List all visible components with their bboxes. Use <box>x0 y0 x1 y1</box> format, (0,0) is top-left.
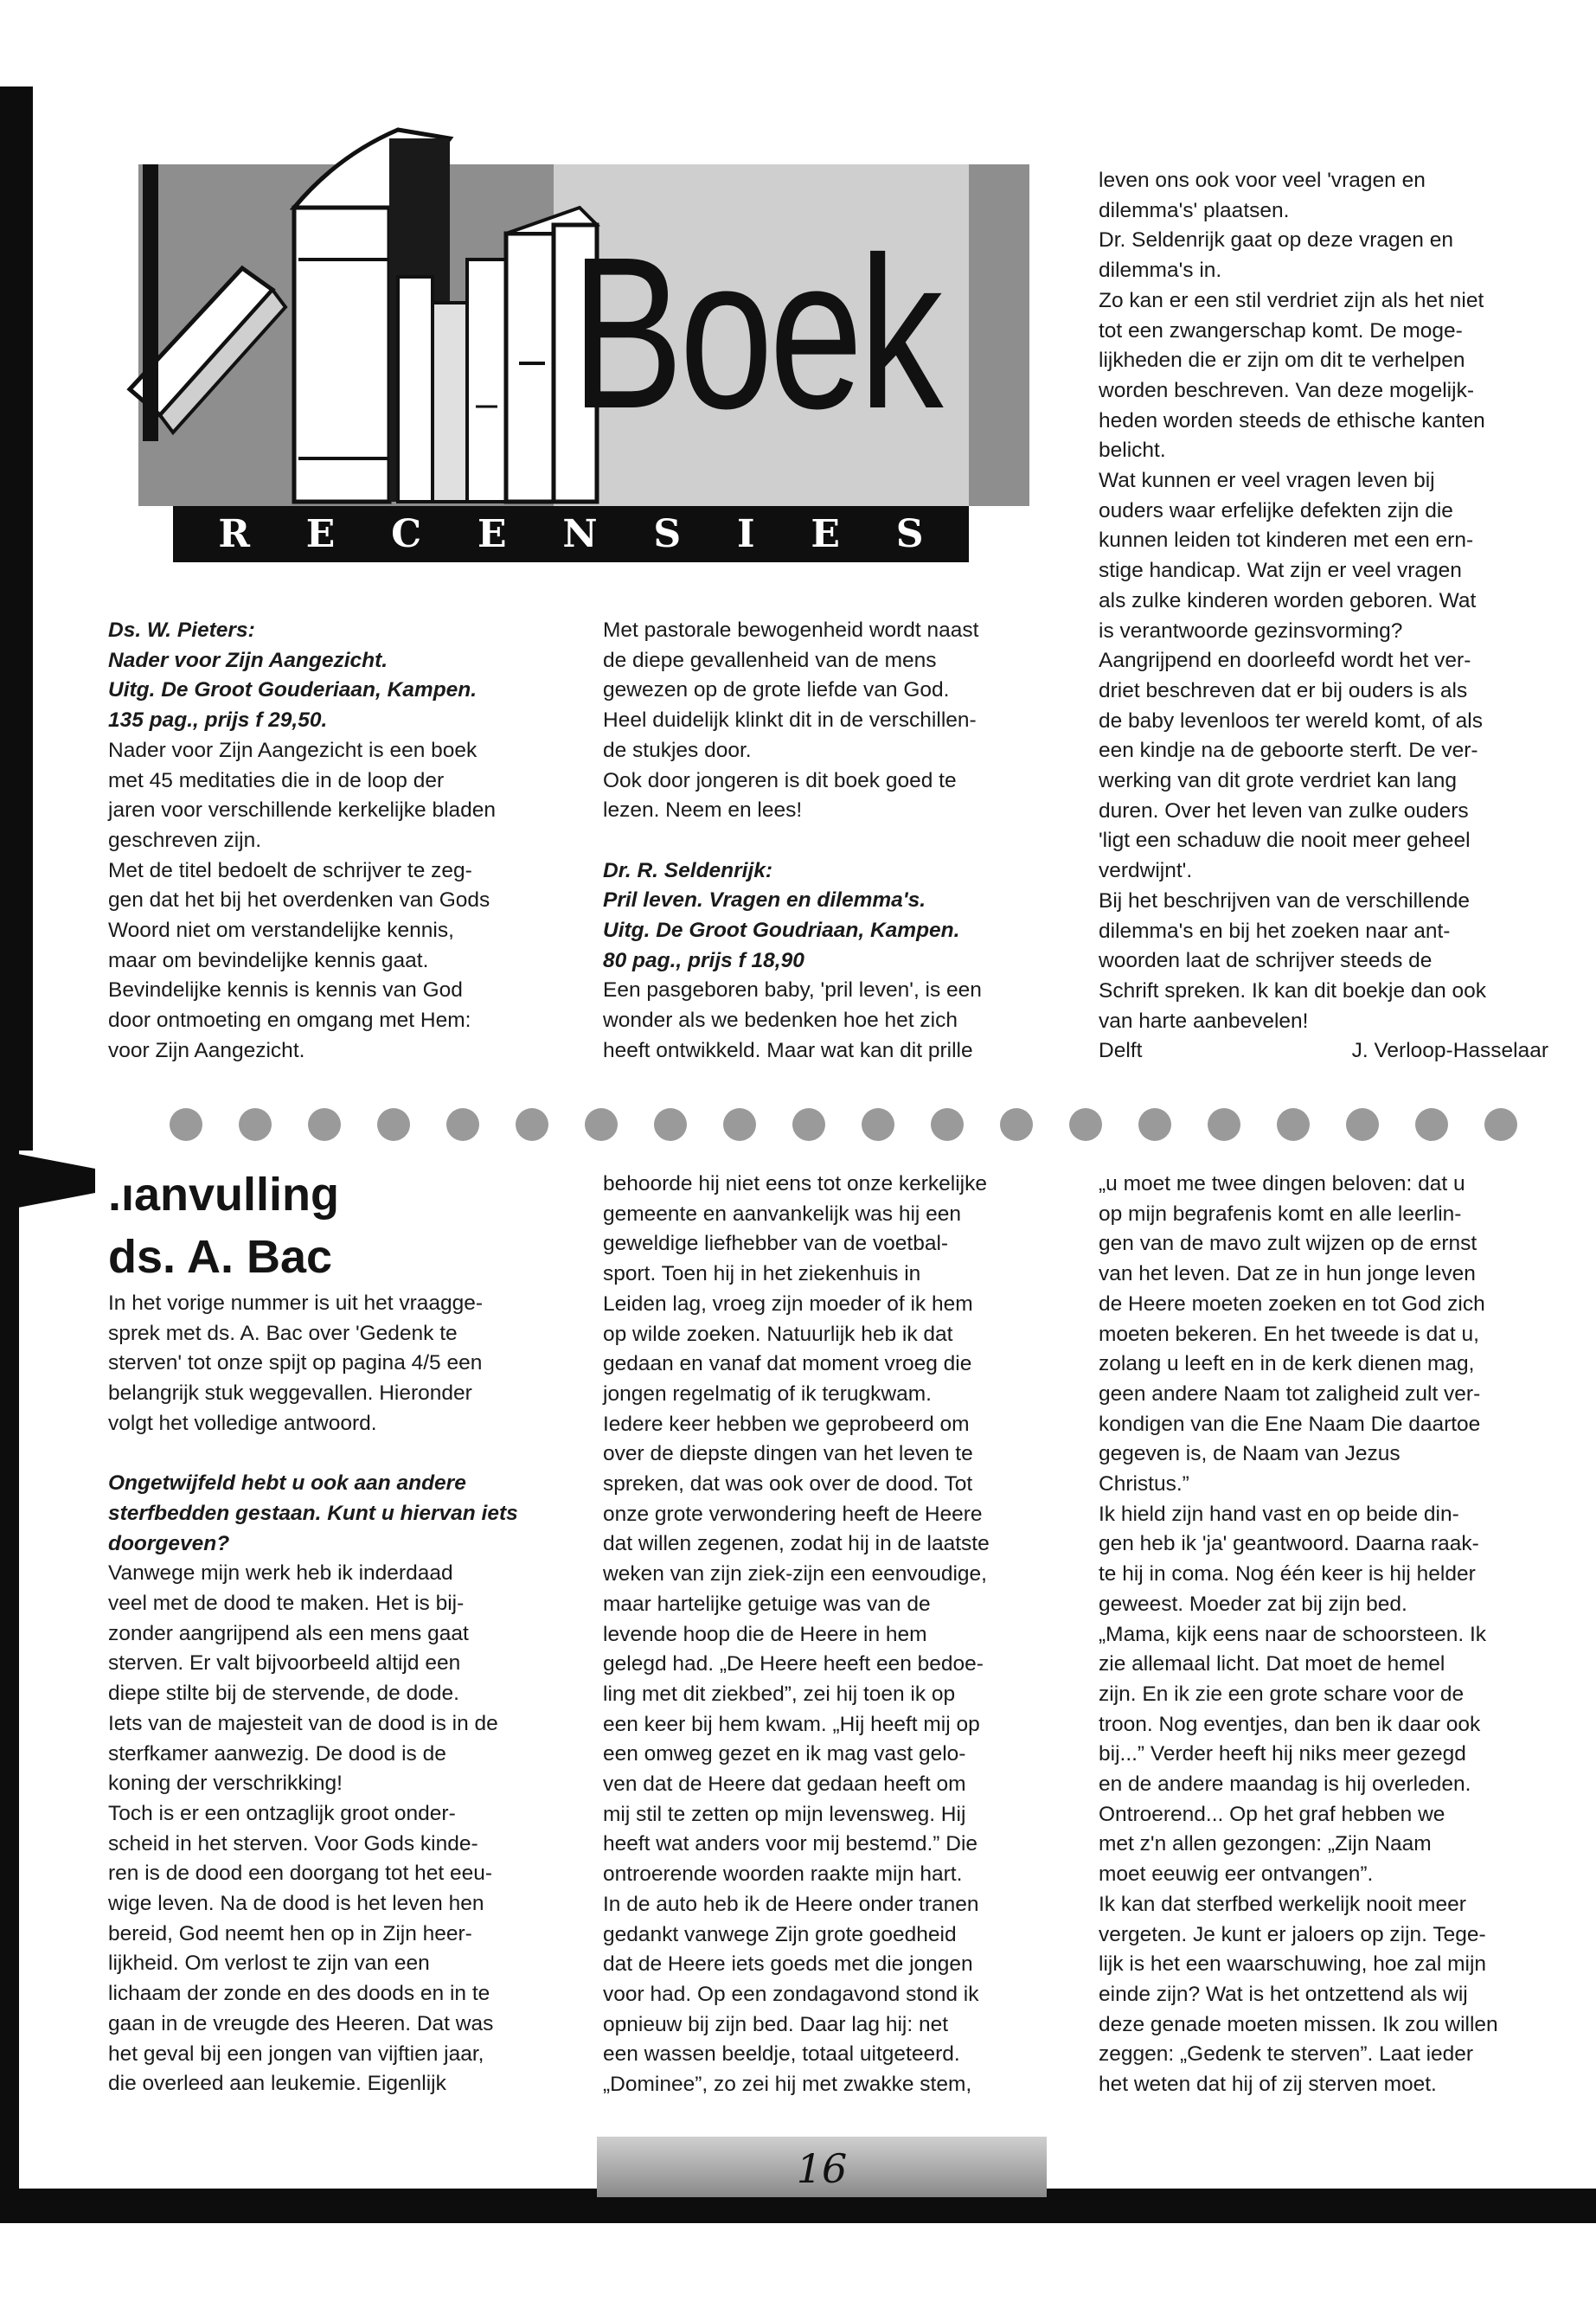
text-line: geweest. Moeder zat bij zijn bed. <box>1099 1592 1407 1616</box>
text-line: jaren voor verschillende kerkelijke bladen <box>108 798 497 823</box>
text-line: de Heere moeten zoeken en tot God zich <box>1099 1292 1485 1316</box>
text-line: Bij het beschrijven van de verschillende <box>1099 888 1470 913</box>
page-number-tab <box>597 2137 1047 2197</box>
page-top-margin <box>0 0 1596 87</box>
text-line: werking van dit grote verdriet kan lang <box>1099 769 1457 793</box>
text-line: woorden laat de schrijver steeds de <box>1099 949 1433 973</box>
review2-price: 80 pag., prijs f 18,90 <box>603 948 804 972</box>
article-answer <box>108 1559 562 2099</box>
review-column-middle <box>603 616 1057 1067</box>
text-line: spreken, dat was ook over de dood. Tot <box>603 1472 973 1497</box>
text-line: mij stil te zetten op mijn levensweg. Hij <box>603 1802 966 1826</box>
text-line: kondigen van die Ene Naam Die daartoe <box>1099 1412 1481 1436</box>
text-line: kunnen leiden tot kinderen met een ern- <box>1099 529 1474 553</box>
text-line: dat de Heere iets goeds met die jongen <box>603 1952 973 1977</box>
text-line: wonder als we bedenken hoe het zich <box>603 1009 958 1033</box>
text-line: sterven' tot onze spijt op pagina 4/5 een <box>108 1351 483 1375</box>
text-line: ontroerende woorden raakte mijn hart. <box>603 1862 963 1887</box>
text-line: maar hartelijke getuige was van de <box>603 1592 931 1616</box>
text-line: heeft ontwikkeld. Maar wat kan dit prille <box>603 1038 973 1062</box>
review1-body-continued <box>603 616 1057 826</box>
review1-price: 135 pag., prijs f 29,50. <box>108 708 328 733</box>
text-line: geweldige liefhebber van de voetbal- <box>603 1232 949 1256</box>
article-title-line1: .ıanvulling <box>108 1169 340 1221</box>
page-number: 16 <box>796 2145 848 2192</box>
text-line: deze genade moeten missen. Ik zou willen <box>1099 2012 1498 2036</box>
text-line: wige leven. Na de dood is het leven hen <box>108 1892 484 1916</box>
text-line: sport. Toen hij in het ziekenhuis in <box>603 1262 921 1286</box>
text-line: lijkheden die er zijn om dit te verhelpen <box>1099 349 1465 373</box>
text-line: duren. Over het leven van zulke ouders <box>1099 798 1469 823</box>
text-line: Ik kan dat sterfbed werkelijk nooit meer <box>1099 1892 1466 1916</box>
text-line: Christus.” <box>1099 1472 1189 1497</box>
text-line: Met pastorale bewogenheid wordt naast <box>603 619 979 642</box>
text-line: dilemma's' plaatsen. <box>1099 198 1290 222</box>
text-line: moet eeuwig eer ontvangen”. <box>1099 1862 1374 1887</box>
text-line: „u moet me twee dingen beloven: dat u <box>1099 1172 1465 1195</box>
subtitle-letter: C <box>391 512 422 556</box>
text-line: belicht. <box>1099 439 1166 463</box>
text-line: levende hoop die de Heere in hem <box>603 1622 927 1646</box>
text-line: een wassen beeldje, totaal uitgeteerd. <box>603 2042 960 2067</box>
article-column-left <box>108 1289 562 2099</box>
text-line: Schrift spreken. Ik kan dit boekje dan ook <box>1099 978 1487 1003</box>
text-line: Toch is er een ontzaglijk groot onder- <box>108 1801 456 1825</box>
text-line: gedankt vanwege Zijn grote goedheid <box>603 1922 957 1946</box>
review2-signature <box>1099 1036 1548 1067</box>
review2-book-title: Pril leven. Vragen en dilemma's. <box>603 888 926 913</box>
text-line: over de diepste dingen van het leven te <box>603 1442 973 1466</box>
text-line: Ook door jongeren is dit boek goed te <box>603 768 957 792</box>
text-line: Heel duidelijk klinkt dit in de verschillen- <box>603 708 977 733</box>
text-line: stige handicap. Wat zijn er veel vragen <box>1099 559 1462 583</box>
review2-body-continued <box>1099 166 1548 1067</box>
text-line: behoorde hij niet eens tot onze kerkelijke <box>603 1172 988 1195</box>
subtitle-letter: S <box>653 512 682 556</box>
text-line: verdwijnt'. <box>1099 859 1193 883</box>
text-line: Iedere keer hebben we geprobeerd om <box>603 1412 970 1436</box>
text-line: zolang u leeft en in de kerk dienen mag, <box>1099 1352 1475 1376</box>
divider-dot <box>585 1108 618 1141</box>
text-line: ouders waar erfelijke defekten zijn die <box>1099 498 1453 522</box>
text-line: gedaan en vanaf dat moment vroeg die <box>603 1352 972 1376</box>
review1-body <box>108 736 562 1067</box>
text-line: bij...” Verder heeft hij niks meer gezegd <box>1099 1742 1466 1766</box>
divider-dot <box>1208 1108 1240 1141</box>
divider-dot <box>931 1108 964 1141</box>
text-line: worden beschreven. Van deze mogelijk- <box>1099 378 1474 402</box>
text-line: gaan in de vreugde des Heeren. Dat was <box>108 2011 494 2035</box>
subtitle-letter: N <box>562 512 598 556</box>
text-line: vergeten. Je kunt er jaloers op zijn. Tege- <box>1099 1922 1486 1946</box>
text-line: op mijn begrafenis komt en alle leerlin- <box>1099 1202 1462 1226</box>
text-line: koning der verschrikking! <box>108 1772 343 1796</box>
scan-edge-left <box>0 87 33 1150</box>
text-line: ren is de dood een doorgang tot het eeu- <box>108 1862 493 1886</box>
books-illustration-icon <box>112 104 649 510</box>
text-line: Nader voor Zijn Aangezicht is een boek <box>108 738 478 762</box>
text-line: gemeente en aanvankelijk was hij een <box>603 1202 962 1226</box>
text-line: Een pasgeboren baby, 'pril leven', is een <box>603 978 982 1003</box>
text-line: door ontmoeting en omgang met Hem: <box>108 1009 471 1033</box>
divider-dot <box>1484 1108 1517 1141</box>
text-line: sterven. Er valt bijvoorbeeld altijd een <box>108 1651 461 1676</box>
text-line: van harte aanbevelen! <box>1099 1009 1309 1033</box>
text-line: diepe stilte bij de stervende, de dode. <box>108 1682 459 1706</box>
text-line: dilemma's in. <box>1099 259 1222 283</box>
review2-meta <box>603 856 1057 977</box>
scan-edge-left-lower <box>0 1150 19 2189</box>
text-line: bereid, God neemt hen op in Zijn heer- <box>108 1921 472 1945</box>
text-line: een kindje na de geboorte sterft. De ver- <box>1099 739 1478 763</box>
divider-dot <box>1415 1108 1448 1141</box>
subtitle-letter: I <box>736 512 755 556</box>
review2-author: Dr. R. Seldenrijk: <box>603 858 773 882</box>
text-line: leven ons ook voor veel 'vragen en <box>1099 169 1426 192</box>
text-line: lezen. Neem en lees! <box>603 798 803 823</box>
text-line: op wilde zoeken. Natuurlijk heb ik dat <box>603 1322 953 1346</box>
review2-publisher: Uitg. De Groot Goudriaan, Kampen. <box>603 919 960 943</box>
text-line: „Dominee”, zo zei hij met zwakke stem, <box>603 2073 972 2097</box>
text-line: maar om bevindelijke kennis gaat. <box>108 948 429 972</box>
text-line: „Mama, kijk eens naar de schoorsteen. Ik <box>1099 1622 1487 1646</box>
text-line: Zo kan er een stil verdriet zijn als het niet <box>1099 288 1484 312</box>
text-line: Ik hield zijn hand vast en op beide din- <box>1099 1502 1459 1526</box>
text-line: gen van de mavo zult wijzen op de ernst <box>1099 1232 1477 1256</box>
text-line: een omweg gezet en ik mag vast gelo- <box>603 1742 966 1766</box>
text-line: gen dat het bij het overdenken van Gods <box>108 888 490 913</box>
text-line: tot een zwangerschap komt. De moge- <box>1099 318 1463 343</box>
text-line: Leiden lag, vroeg zijn moeder of ik hem <box>603 1292 973 1316</box>
divider-dot <box>377 1108 410 1141</box>
article-intro <box>108 1289 562 1439</box>
text-line: Woord niet om verstandelijke kennis, <box>108 919 454 943</box>
text-line: heeft wat anders voor mij bestemd.” Die <box>603 1832 978 1856</box>
text-line: dilemma's en bij het zoeken naar ant- <box>1099 919 1451 943</box>
text-line: lijk is het een waarschuwing, hoe zal mijn <box>1099 1952 1487 1977</box>
text-line: voor had. Op een zondagavond stond ik <box>603 1982 979 2006</box>
review1-column <box>108 616 562 1067</box>
article-column-right <box>1099 1170 1548 2100</box>
article-column-middle <box>603 1170 1057 2100</box>
divider-dot <box>1138 1108 1171 1141</box>
subtitle-letter: E <box>811 512 840 556</box>
divider-dot <box>446 1108 479 1141</box>
divider-dot <box>516 1108 548 1141</box>
text-line: van het leven. Dat ze in hun jonge leven <box>1099 1262 1476 1286</box>
text-line: de diepe gevallenheid van de mens <box>603 648 937 672</box>
text-line: weken van zijn ziek-zijn een eenvoudige, <box>603 1562 987 1586</box>
text-line: driet beschreven dat er bij ouders is als <box>1099 678 1468 702</box>
divider-dot <box>1277 1108 1310 1141</box>
text-line: zie allemaal licht. Dat moet de hemel <box>1099 1652 1445 1676</box>
text-line: lichaam der zonde en des doods en in te <box>108 1982 490 2006</box>
text-line: gewezen op de grote liefde van God. <box>603 678 950 702</box>
text-line: Iets van de majesteit van de dood is in de <box>108 1711 498 1735</box>
text-line: geen andere Naam tot zaligheid zult ver- <box>1099 1381 1481 1406</box>
text-line: jongen regelmatig of ik terugkwam. <box>603 1381 932 1406</box>
text-line: zijn. En ik zie een grote schare voor de <box>1099 1682 1465 1706</box>
subtitle-letter: E <box>305 512 336 556</box>
review1-publisher: Uitg. De Groot Gouderiaan, Kampen. <box>108 678 478 702</box>
text-line: scheid in het sterven. Voor Gods kinde- <box>108 1831 478 1856</box>
text-line: heden worden steeds de ethische kanten <box>1099 408 1485 433</box>
text-line: Met de titel bedoelt de schrijver te zeg- <box>108 858 472 882</box>
text-line: onze grote verwondering heeft de Heere <box>603 1502 983 1526</box>
article-title <box>108 1163 541 1288</box>
divider-dot <box>862 1108 894 1141</box>
text-line: Bevindelijke kennis is kennis van God <box>108 978 463 1003</box>
text-line: sprek met ds. A. Bac over 'Gedenk te <box>108 1321 458 1345</box>
text-line: troon. Nog eventjes, dan ben ik daar ook <box>1099 1712 1481 1736</box>
text-line: opnieuw bij zijn bed. Daar lag hij: net <box>603 2012 949 2036</box>
divider-dot <box>723 1108 756 1141</box>
text-line: doorgeven? <box>108 1531 230 1555</box>
divider-dot <box>792 1108 825 1141</box>
subtitle-letter: S <box>895 512 924 556</box>
text-line: gelegd had. „De Heere heeft een bedoe- <box>603 1652 984 1676</box>
text-line: Vanwege mijn werk heb ik inderdaad <box>108 1561 453 1586</box>
text-line: lijkheid. Om verlost te zijn van een <box>108 1952 430 1976</box>
text-line: Ontroerend... Op het graf hebben we <box>1099 1802 1445 1826</box>
article-title-line2: ds. A. Bac <box>108 1231 333 1283</box>
divider-dot <box>308 1108 341 1141</box>
text-line: gen heb ik 'ja' geantwoord. Daarna raak- <box>1099 1532 1479 1556</box>
text-line: sterfbedden gestaan. Kunt u hiervan iets <box>108 1501 518 1525</box>
divider-dot <box>1069 1108 1102 1141</box>
scan-notch <box>0 1150 95 1211</box>
text-line: In het vorige nummer is uit het vraagge- <box>108 1292 484 1315</box>
text-line: Ongetwijfeld hebt u ook aan andere <box>108 1471 466 1496</box>
review1-author: Ds. W. Pieters: <box>108 619 255 642</box>
text-line: een keer bij hem kwam. „Hij heeft mij op <box>603 1712 980 1736</box>
header-subtitle-bar <box>173 506 969 562</box>
review2-place: Delft <box>1099 1039 1143 1063</box>
text-line: veel met de dood te maken. Het is bij- <box>108 1592 465 1616</box>
review2-body <box>603 976 1057 1066</box>
text-line: ven dat de Heere dat gedaan heeft om <box>603 1772 966 1797</box>
header-title: Boek <box>571 212 939 453</box>
text-line: Wat kunnen er veel vragen leven bij <box>1099 469 1435 493</box>
text-line: gegeven is, de Naam van Jezus <box>1099 1442 1401 1466</box>
text-line: dat willen zegenen, zodat hij in de laatste <box>603 1532 990 1556</box>
article-question <box>108 1469 562 1559</box>
text-line: zonder aangrijpend als een mens gaat <box>108 1621 469 1645</box>
text-line: zeggen: „Gedenk te sterven”. Laat ieder <box>1099 2042 1474 2067</box>
text-line: belangrijk stuk weggevallen. Hieronder <box>108 1381 472 1406</box>
text-line: Dr. Seldenrijk gaat op deze vragen en <box>1099 228 1453 253</box>
text-line: met 45 meditaties die in de loop der <box>108 768 445 792</box>
text-line: is verantwoorde gezinsvorming? <box>1099 619 1403 643</box>
text-line: die overleed aan leukemie. Eigenlijk <box>108 2072 446 2096</box>
text-line: Aangrijpend en doorleefd wordt het ver- <box>1099 649 1471 673</box>
text-line: het weten dat hij of zij sterven moet. <box>1099 2073 1437 2097</box>
text-line: met z'n allen gezongen: „Zijn Naam <box>1099 1832 1432 1856</box>
text-line: de stukjes door. <box>603 738 752 762</box>
text-line: het geval bij een jongen van vijftien jaar, <box>108 2041 484 2066</box>
review1-book-title: Nader voor Zijn Aangezicht. <box>108 648 388 672</box>
text-line: en de andere maandag is hij overleden. <box>1099 1772 1471 1797</box>
text-line: 'ligt een schaduw die nooit meer geheel <box>1099 829 1471 853</box>
text-line: voor Zijn Aangezicht. <box>108 1038 305 1062</box>
subtitle-letter: R <box>218 512 250 556</box>
dot-divider <box>169 1107 1518 1142</box>
text-line: einde zijn? Wat is het ontzettend als wij <box>1099 1982 1468 2006</box>
text-line: volgt het volledige antwoord. <box>108 1411 377 1435</box>
review2-reviewer: J. Verloop-Hasselaar <box>1351 1039 1548 1063</box>
text-line: te hij in coma. Nog één keer is hij helder <box>1099 1562 1476 1586</box>
text-line: als zulke kinderen worden geboren. Wat <box>1099 588 1477 612</box>
divider-dot <box>1000 1108 1033 1141</box>
divider-dot <box>239 1108 272 1141</box>
text-line: In de auto heb ik de Heere onder tranen <box>603 1892 979 1916</box>
text-line: de baby levenloos ter wereld komt, of als <box>1099 708 1483 733</box>
divider-dot <box>1346 1108 1379 1141</box>
text-line: moeten bekeren. En het tweede is dat u, <box>1099 1322 1479 1346</box>
text-line: sterfkamer aanwezig. De dood is de <box>108 1741 446 1766</box>
text-line: ling met dit ziekbed”, zei hij toen ik op <box>603 1682 956 1706</box>
text-line: geschreven zijn. <box>108 828 262 852</box>
divider-dot <box>654 1108 687 1141</box>
subtitle-letter: E <box>478 512 507 556</box>
review1-meta <box>108 616 562 736</box>
divider-dot <box>170 1108 202 1141</box>
